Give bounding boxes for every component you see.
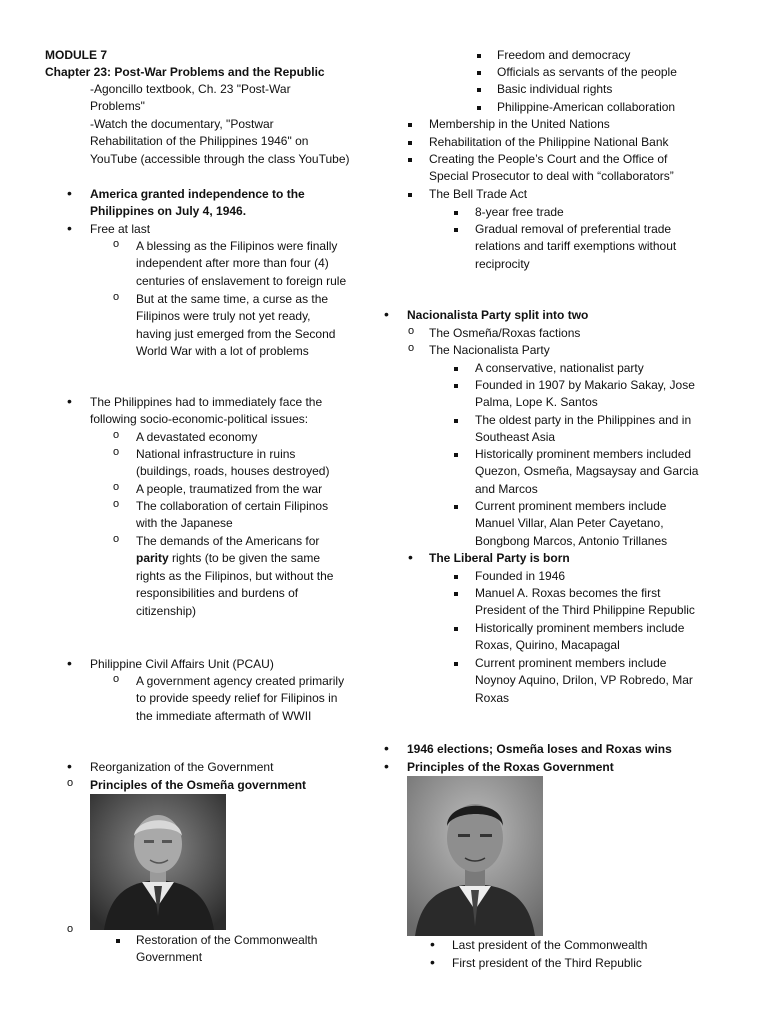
- issues-intro: The Philippines had to immediately face the following socio-economic-political issues:: [90, 395, 323, 427]
- sub-item-freedom: Freedom and democracy: [497, 48, 631, 62]
- np-historic-members: Historically prominent members included Quezon, Osmeña, Magsaysay and Garcia and Marcos: [475, 447, 699, 496]
- pcau-item: Philippine Civil Affairs Unit (PCAU): [90, 657, 274, 671]
- chapter-title: Chapter 23: Post-War Problems and the Republic: [45, 65, 325, 79]
- np-conservative: A conservative, nationalist party: [475, 361, 644, 375]
- issue-people: A people, traumatized from the war: [136, 482, 323, 496]
- free-at-last-item: Free at last: [90, 222, 151, 236]
- sub-item-rights: Basic individual rights: [497, 82, 613, 96]
- osmena-principles: Principles of the Osmeña government: [90, 778, 307, 792]
- issue-infrastructure: National infrastructure in ruins (buildings, roads, houses destroyed): [136, 447, 330, 479]
- lp-historic-members: Historically prominent members include Roxas, Quirino, Macapagal: [475, 621, 685, 653]
- np-oldest: The oldest party in the Philippines and in Southeast Asia: [475, 413, 692, 445]
- issue-collaboration: The collaboration of certain Filipinos with the Japanese: [136, 499, 329, 531]
- lp-current-members: Current prominent members include Noynoy Aquino, Drilon, VP Robredo, Mar Roxas: [475, 656, 693, 705]
- lp-roxas-first: Manuel A. Roxas becomes the first President of the Third Philippine Republic: [475, 586, 695, 618]
- bell-free-trade: 8-year free trade: [475, 205, 564, 219]
- bell-trade-act: The Bell Trade Act: [429, 187, 528, 201]
- first-president-third-republic: First president of the Third Republic: [452, 956, 642, 970]
- np-current-members: Current prominent members include Manuel Villar, Alan Peter Cayetano, Bongbong Marcos, Antonio Trillanes: [475, 499, 668, 548]
- bell-removal: Gradual removal of preferential trade relations and tariff exemptions without reciprocity: [475, 222, 677, 271]
- curse-item: But at the same time, a curse as the Filipinos were truly not yet ready, having just emerged from the Second World War with a lot of problems: [136, 292, 336, 359]
- restoration-item: Restoration of the Commonwealth Government: [136, 933, 318, 965]
- last-president-commonwealth: Last president of the Commonwealth: [452, 938, 648, 952]
- liberal-party-born: The Liberal Party is born: [429, 551, 570, 565]
- issue-parity: The demands of the Americans for parity rights (to be given the same rights as the Filipinos, but without the responsibilities and burdens of citizenship): [136, 534, 334, 618]
- peoples-court: Creating the People’s Court and the Office of Special Prosecutor to deal with “collaborators”: [429, 152, 674, 184]
- nacionalista-party: The Nacionalista Party: [429, 343, 550, 357]
- osmena-portrait: [90, 794, 226, 930]
- pnb-rehabilitation: Rehabilitation of the Philippine National Bank: [429, 135, 669, 149]
- independence-item: America granted independence to the Philippines on July 4, 1946.: [90, 187, 305, 219]
- elections-1946: 1946 elections; Osmeña loses and Roxas wins: [407, 742, 672, 756]
- roxas-portrait: [407, 776, 543, 936]
- sub-item-officials: Officials as servants of the people: [497, 65, 677, 79]
- references: -Agoncillo textbook, Ch. 23 "Post-War Problems" -Watch the documentary, "Postwar Rehabilitation of the Philippines 1946" on YouTube (accessible through the class YouTube): [90, 82, 350, 166]
- nacionalista-split: Nacionalista Party split into two: [407, 308, 589, 322]
- module-label: MODULE 7: [45, 48, 108, 62]
- sub-item-collaboration: Philippine-American collaboration: [497, 100, 676, 114]
- blessing-item: A blessing as the Filipinos were finally independent after more than four (4) centuries of enslavement to foreign rule: [136, 239, 347, 288]
- lp-founded: Founded in 1946: [475, 569, 566, 583]
- reorganization-item: Reorganization of the Government: [90, 760, 274, 774]
- un-membership: Membership in the United Nations: [429, 117, 610, 131]
- roxas-principles: Principles of the Roxas Government: [407, 760, 614, 774]
- pcau-description: A government agency created primarily to provide speedy relief for Filipinos in the immediate aftermath of WWII: [136, 674, 345, 723]
- issue-economy: A devastated economy: [136, 430, 258, 444]
- np-founded: Founded in 1907 by Makario Sakay, Jose Palma, Lope K. Santos: [475, 378, 695, 410]
- osmena-roxas-factions: The Osmeña/Roxas factions: [429, 326, 581, 340]
